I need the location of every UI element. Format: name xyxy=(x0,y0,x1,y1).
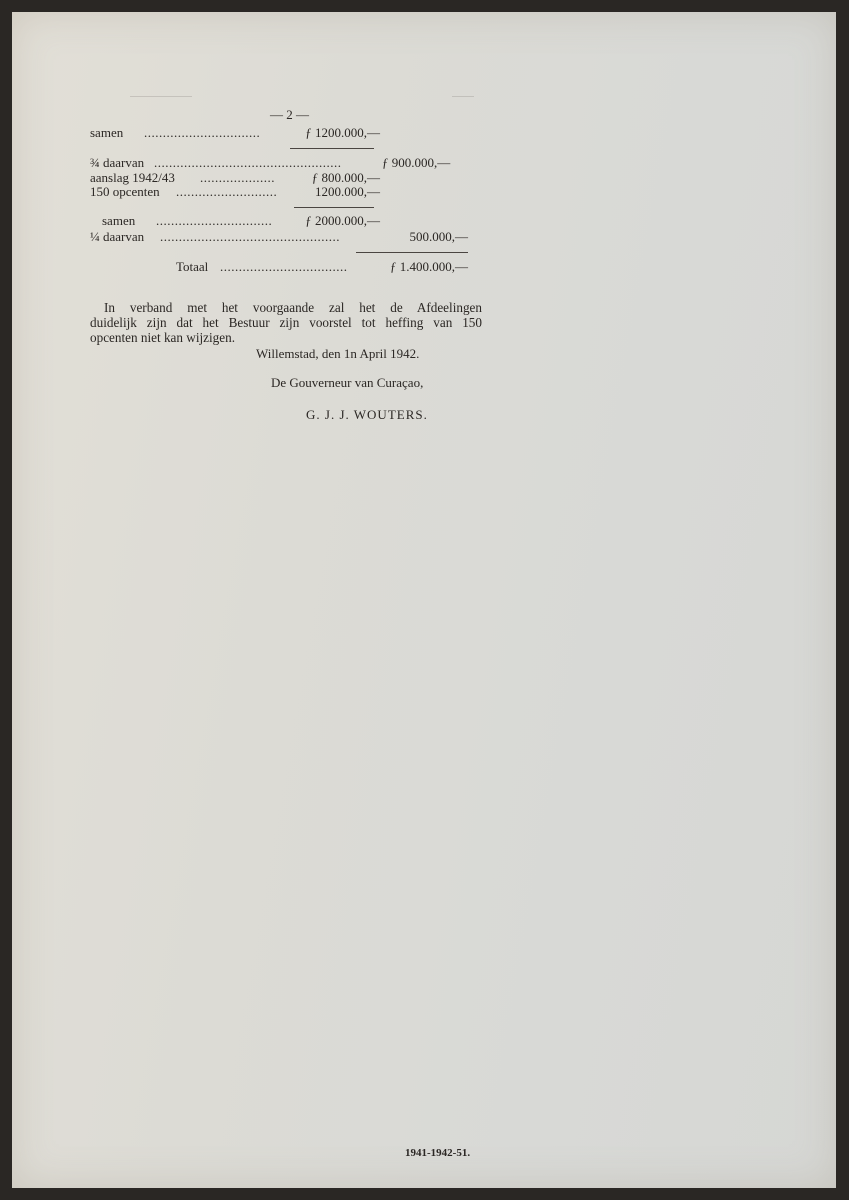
total-label: Totaal xyxy=(176,259,209,274)
leader-dots: .................... xyxy=(200,170,275,185)
sum-rule xyxy=(290,148,374,149)
calc-amount: ƒ 1200.000,— xyxy=(305,125,380,140)
calc-label: 150 opcenten xyxy=(90,184,160,199)
page-number: — 2 — xyxy=(270,107,309,122)
signatory-title: De Gouverneur van Curaçao, xyxy=(271,375,424,390)
leader-dots: ................................................ xyxy=(160,229,340,244)
calc-amount: ƒ 900.000,— xyxy=(382,155,451,170)
footer-code: 1941-1942-51. xyxy=(405,1147,471,1159)
signatory-name: G. J. J. WOUTERS. xyxy=(306,407,428,422)
calc-label: ¼ daarvan xyxy=(90,229,145,244)
body-paragraph xyxy=(90,300,482,345)
calc-amount: ƒ 2000.000,— xyxy=(305,213,380,228)
faint-mark xyxy=(452,96,474,97)
calc-amount: ƒ 800.000,— xyxy=(311,170,380,185)
place-date: Willemstad, den 1n April 1942. xyxy=(256,346,420,361)
faint-mark xyxy=(130,96,192,97)
calc-amount: 500.000,— xyxy=(409,229,468,244)
calc-label: samen xyxy=(90,125,124,140)
leader-dots: .................................. xyxy=(220,259,348,274)
calc-amount: 1200.000,— xyxy=(315,184,380,199)
leader-dots: .................................................. xyxy=(154,155,342,170)
calc-label: ¾ daarvan xyxy=(90,155,145,170)
paragraph-line: opcenten niet kan wijzigen. xyxy=(90,330,236,345)
leader-dots: ............................... xyxy=(156,213,273,228)
total-amount: ƒ 1.400.000,— xyxy=(390,259,468,274)
paragraph-line: In verband met het voorgaande zal het de Afdeelingen xyxy=(104,300,482,315)
document-page xyxy=(12,12,836,1188)
calc-label: samen xyxy=(102,213,136,228)
sum-rule xyxy=(356,252,468,253)
paragraph-line: duidelijk zijn dat het Bestuur zijn voorstel tot heffing van 150 xyxy=(90,315,482,330)
calc-label: aanslag 1942/43 xyxy=(90,170,175,185)
sum-rule xyxy=(294,207,374,208)
leader-dots: ........................... xyxy=(176,184,278,199)
leader-dots: ............................... xyxy=(144,125,261,140)
